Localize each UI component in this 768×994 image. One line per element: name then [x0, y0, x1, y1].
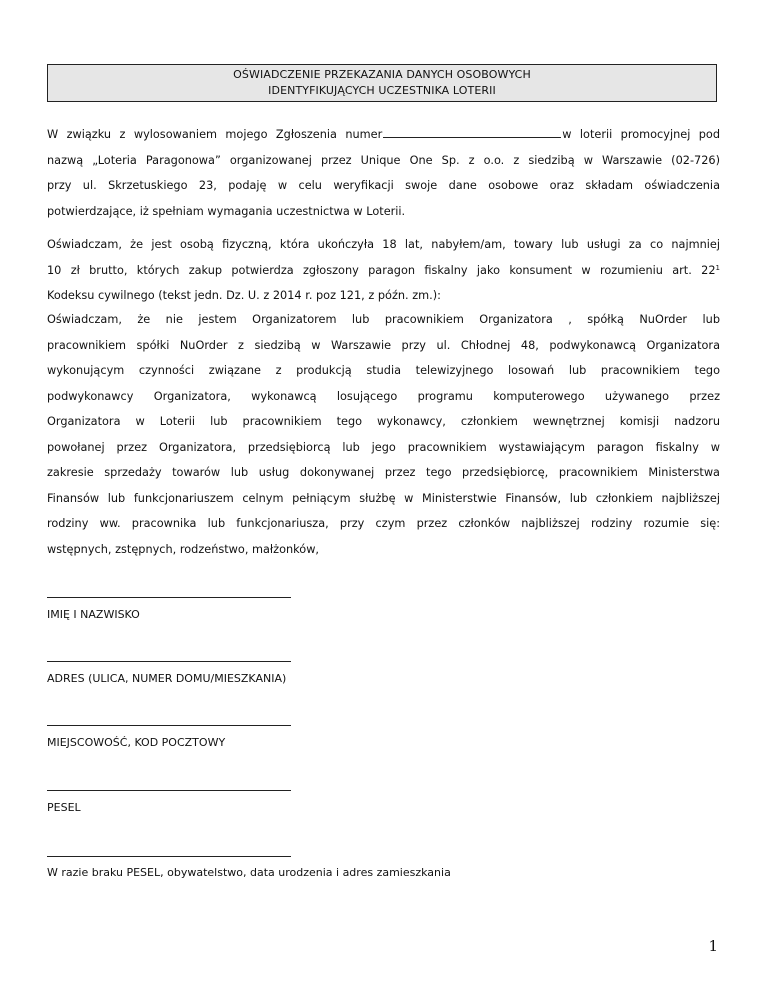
submission-number-blank[interactable] — [383, 126, 561, 138]
eligibility-line-5: Organizatora w Loterii lub pracownikiem tego wykonawcy, członkiem wewnętrznej komisji nadzoru — [47, 415, 720, 428]
age-line-1: Oświadczam, że jest osobą fizyczną, która ukończyła 18 lat, nabyłem/am, towary lub usługi za co najmniej — [47, 238, 720, 251]
no-pesel-input-line[interactable] — [47, 856, 291, 857]
address-field-label: ADRES (ULICA, NUMER DOMU/MIESZKANIA) — [47, 672, 287, 685]
no-pesel-field-label: W razie braku PESEL, obywatelstwo, data urodzenia i adres zamieszkania — [47, 866, 451, 879]
eligibility-line-3: wykonującym czynności związane z produkcją studia telewizyjnego losowań lub pracownikiem tego — [47, 364, 720, 377]
eligibility-line-4: podwykonawcy Organizatora, wykonawcą losującego programu komputerowego używanego przez — [47, 389, 720, 403]
eligibility-line-8: Finansów lub funkcjonariuszem celnym pełniącym służbę w Ministerstwie Finansów, lub członkiem najbliższej — [47, 491, 720, 505]
city-postal-input-line[interactable] — [47, 725, 291, 726]
eligibility-line-1: Oświadczam, że nie jestem Organizatorem lub pracownikiem Organizatora , spółką NuOrder lub — [47, 313, 720, 326]
title-line-2: IDENTYFIKUJĄCYCH UCZESTNIKA LOTERII — [268, 84, 496, 97]
address-input-line[interactable] — [47, 661, 291, 662]
pesel-field-label: PESEL — [47, 801, 81, 814]
intro-line-1: W związku z wylosowaniem mojego Zgłoszenia numer w loterii promocyjnej pod — [47, 128, 721, 141]
page-number: 1 — [708, 937, 718, 955]
eligibility-line-9: rodziny ww. pracownika lub funkcjonariusza, przy czym przez członków najbliższej rodziny rozumie się: — [47, 517, 720, 530]
name-field-label: IMIĘ I NAZWISKO — [47, 608, 140, 621]
age-declaration-paragraph — [47, 232, 720, 309]
intro-line-3: przy ul. Skrzetuskiego 23, podaję w celu weryfikacji swoje dane osobowe oraz składam oświadczenia — [47, 179, 720, 192]
eligibility-line-10: wstępnych, zstępnych, rodzeństwo, małżonków, — [47, 542, 320, 556]
age-line-3: Kodeksu cywilnego (tekst jedn. Dz. U. z 2014 r. poz 121, z późn. zm.): — [47, 289, 441, 302]
intro-line-4: potwierdzające, iż spełniam wymagania uczestnictwa w Loterii. — [47, 204, 406, 218]
intro-line-2: nazwą „Loteria Paragonowa” organizowanej przez Unique One Sp. z o.o. z siedzibą w Warszawie (02-726) — [47, 153, 720, 167]
pesel-input-line[interactable] — [47, 790, 291, 791]
city-postal-field-label: MIEJSCOWOŚĆ, KOD POCZTOWY — [47, 736, 226, 749]
eligibility-line-7: zakresie sprzedaży towarów lub usług dokonywanej przez tego przedsiębiorcę, pracownikiem Ministerstwa — [47, 466, 720, 479]
intro-paragraph — [47, 122, 720, 224]
footnote-superscript: 1 — [715, 263, 720, 272]
document-title — [47, 64, 717, 102]
eligibility-line-2: pracownikiem spółki NuOrder z siedzibą w Warszawie przy ul. Chłodnej 48, podwykonawcą Organizatora — [47, 338, 720, 352]
name-input-line[interactable] — [47, 597, 291, 598]
eligibility-line-6: powołanej przez Organizatora, przedsiębiorcą lub jego pracownikiem wystawiającym paragon fiskalny w — [47, 440, 720, 454]
eligibility-declaration-paragraph — [47, 307, 720, 562]
title-line-1: OŚWIADCZENIE PRZEKAZANIA DANYCH OSOBOWYCH — [233, 68, 531, 81]
age-line-2: 10 zł brutto, których zakup potwierdza zgłoszony paragon fiskalny jako konsument w rozumieniu art. $22^1$ — [47, 263, 720, 277]
